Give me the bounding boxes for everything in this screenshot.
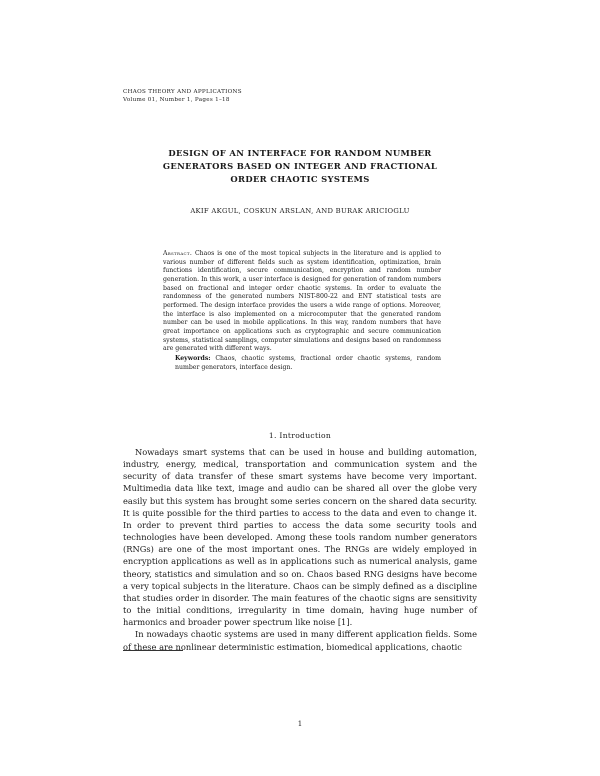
abstract-body xyxy=(163,250,441,354)
title-line: GENERATORS BASED ON INTEGER AND FRACTIONAL xyxy=(162,161,438,171)
title-line: DESIGN OF AN INTERFACE FOR RANDOM NUMBER xyxy=(168,148,432,158)
paragraph: Nowadays smart systems that can be used in house and building automation, industry, energy, medical, transportation and communication system and the security of data transfer of these smart systems have become very important. Multimedia data like text, image and audio can be shared all over the globe very easily but this system has brought some series concern on the shared data security. It is quite possible for the third parties to access to the data and even to change it. In order to prevent third parties to access the data some security tools and technologies have been developed. Among these tools random number generators (RNGs) are one of the most important ones. The RNGs are widely employed in encryption applications as well as in applications such as numerical analysis, game theory, statistics and simulation and so on. Chaos based RNG designs have become a very topical subjects in the literature. Chaos can be simply defined as a discipline that studies order in disorder. The main features of the chaotic signs are sensitivity to the initial conditions, irregularity in time domain, having huge number of harmonics and broader power spectrum like noise [1]. xyxy=(123,447,477,628)
title-line: ORDER CHAOTIC SYSTEMS xyxy=(230,174,370,184)
page-number: 1 xyxy=(297,720,303,728)
abstract-label: Abstract. xyxy=(163,250,193,257)
volume-info: Volume 01, Number 1, Pages 1–18 xyxy=(123,96,230,103)
keywords xyxy=(163,355,441,372)
abstract xyxy=(163,250,441,372)
paper-title xyxy=(100,147,500,186)
journal-header xyxy=(123,89,242,104)
abstract-text: Chaos is one of the most topical subjects in the literature and is applied to various number of different fields such as system identification, optimization, brain functions identification, secure communication, encryption and random number generation. In this work, a user interface is designed for generation of random numbers based on fractional and integer order chaotic systems. In order to evaluate the randomness of the generated numbers NIST-800-22 and ENT statistical tests are performed. The design interface provides the users a wide range of options. Moreover, the interface is also implemented on a microcomputer that the generated random number can be used in mobile applications. In this way, random numbers that have great importance on applications such as cryptographic and secure communication systems, statistical samplings, computer simulations and designs based on randomness are generated with different ways. xyxy=(163,250,441,353)
keywords-text: Chaos, chaotic systems, fractional order chaotic systems, random number generators, interface design. xyxy=(175,354,441,371)
introduction-body xyxy=(123,446,477,653)
paragraph: In nowadays chaotic systems are used in many different application fields. Some of these are nonlinear deterministic estimation, biomedical applications, chaotic xyxy=(123,629,477,652)
journal-name: CHAOS THEORY AND APPLICATIONS xyxy=(123,89,242,95)
section-heading: 1. Introduction xyxy=(268,431,332,440)
footnote-rule xyxy=(123,650,183,651)
keywords-label: Keywords: xyxy=(175,354,211,362)
author-list: AKIF AKGUL, COSKUN ARSLAN, AND BURAK ARICIOGLU xyxy=(190,207,410,215)
